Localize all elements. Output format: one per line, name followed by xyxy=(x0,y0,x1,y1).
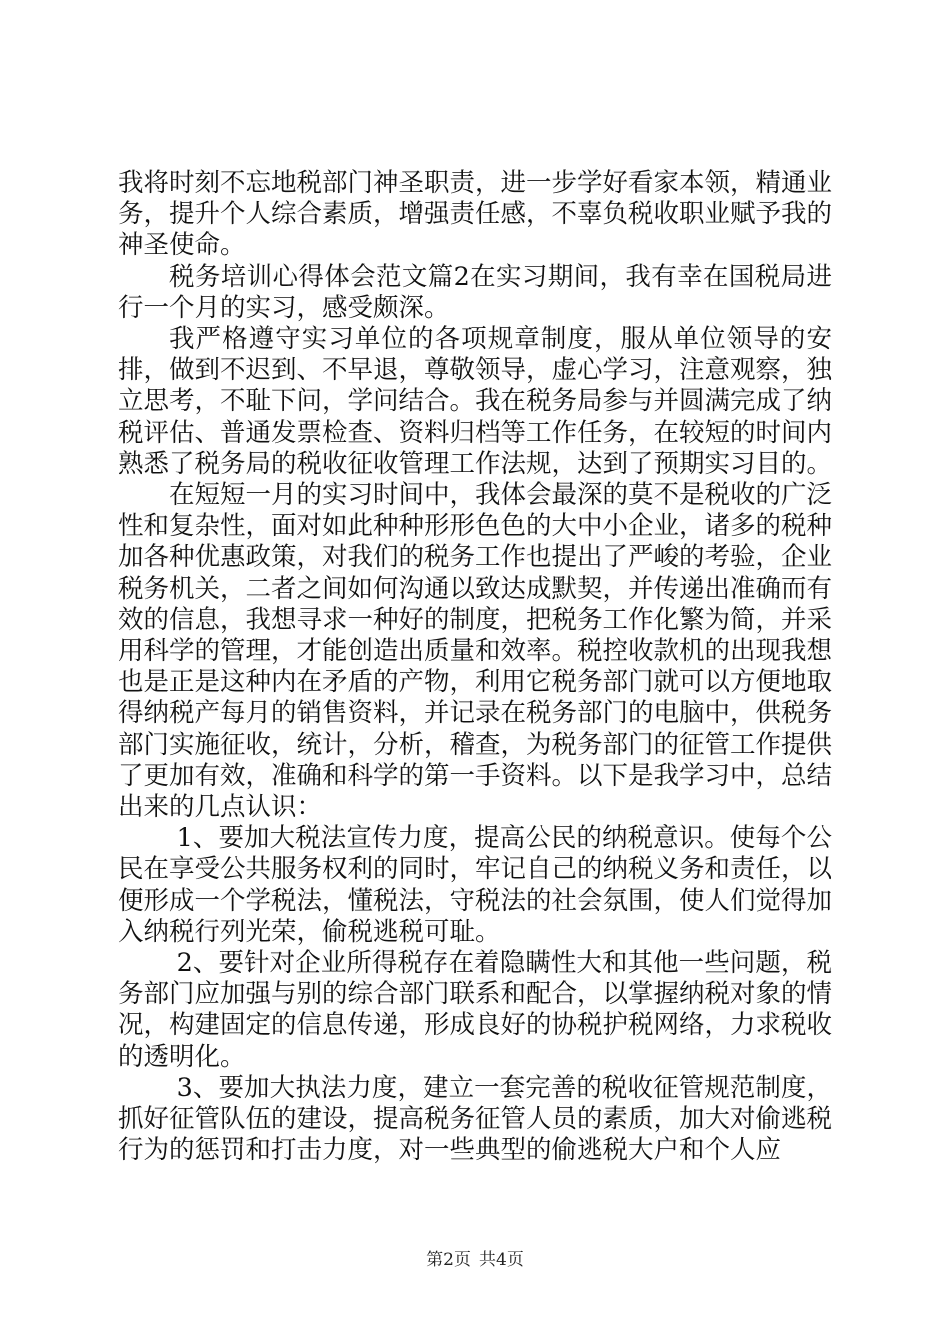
paragraph-point-1: 1、要加大税法宣传力度，提高公民的纳税意识。使每个公民在享受公共服务权利的同时，牢记自己的纳税义务和责任，以便形成一个学税法，懂税法，守税法的社会氛围，使人们觉得加入纳税行列光荣，偷税逃税可耻。 xyxy=(118,823,833,947)
paragraph-point-3: 3、要加大执法力度，建立一套完善的税收征管规范制度，抓好征管队伍的建设，提高税务征管人员的素质，加大对偷逃税行为的惩罚和打击力度，对一些典型的偷逃税大户和个人应 xyxy=(118,1072,833,1166)
paragraph-internship-reflection: 在短短一月的实习时间中，我体会最深的莫不是税收的广泛性和复杂性，面对如此种种形形色色的大中小企业，诸多的税种加各种优惠政策，对我们的税务工作也提出了严峻的考验，企业税务机关，二者之间如何沟通以致达成默契，并传递出准确而有效的信息，我想寻求一种好的制度，把税务工作化繁为简，并采用科学的管理，才能创造出质量和效率。税控收款机的出现我想也是正是这种内在矛盾的产物，利用它税务部门就可以方便地取得纳税产每月的销售资料，并记录在税务部门的电脑中，供税务部门实施征收，统计，分析，稽查，为税务部门的征管工作提供了更加有效，准确和科学的第一手资料。以下是我学习中，总结出来的几点认识： xyxy=(118,480,833,823)
document-body xyxy=(118,168,832,1167)
paragraph-internship-conduct: 我严格遵守实习单位的各项规章制度，服从单位领导的安排，做到不迟到、不早退，尊敬领导，虚心学习，注意观察，独立思考，不耻下问，学问结合。我在税务局参与并圆满完成了纳税评估、普通发票检查、资料归档等工作任务，在较短的时间内熟悉了税务局的税收征收管理工作法规，达到了预期实习目的。 xyxy=(118,324,833,479)
page-number-current: 第2页 xyxy=(426,1250,471,1270)
paragraph-continuation: 我将时刻不忘地税部门神圣职责，进一步学好看家本领，精通业务，提升个人综合素质，增强责任感，不辜负税收职业赋予我的神圣使命。 xyxy=(118,168,833,261)
page-footer xyxy=(0,1245,950,1270)
page-number-total: 共4页 xyxy=(479,1250,524,1270)
paragraph-point-2: 2、要针对企业所得税存在着隐瞒性大和其他一些问题，税务部门应加强与别的综合部门联系和配合，以掌握纳税对象的情况，构建固定的信息传递，形成良好的协税护税网络，力求税收的透明化。 xyxy=(118,948,833,1072)
paragraph-essay-intro: 税务培训心得体会范文篇2在实习期间，我有幸在国税局进行一个月的实习，感受颇深。 xyxy=(118,261,832,323)
